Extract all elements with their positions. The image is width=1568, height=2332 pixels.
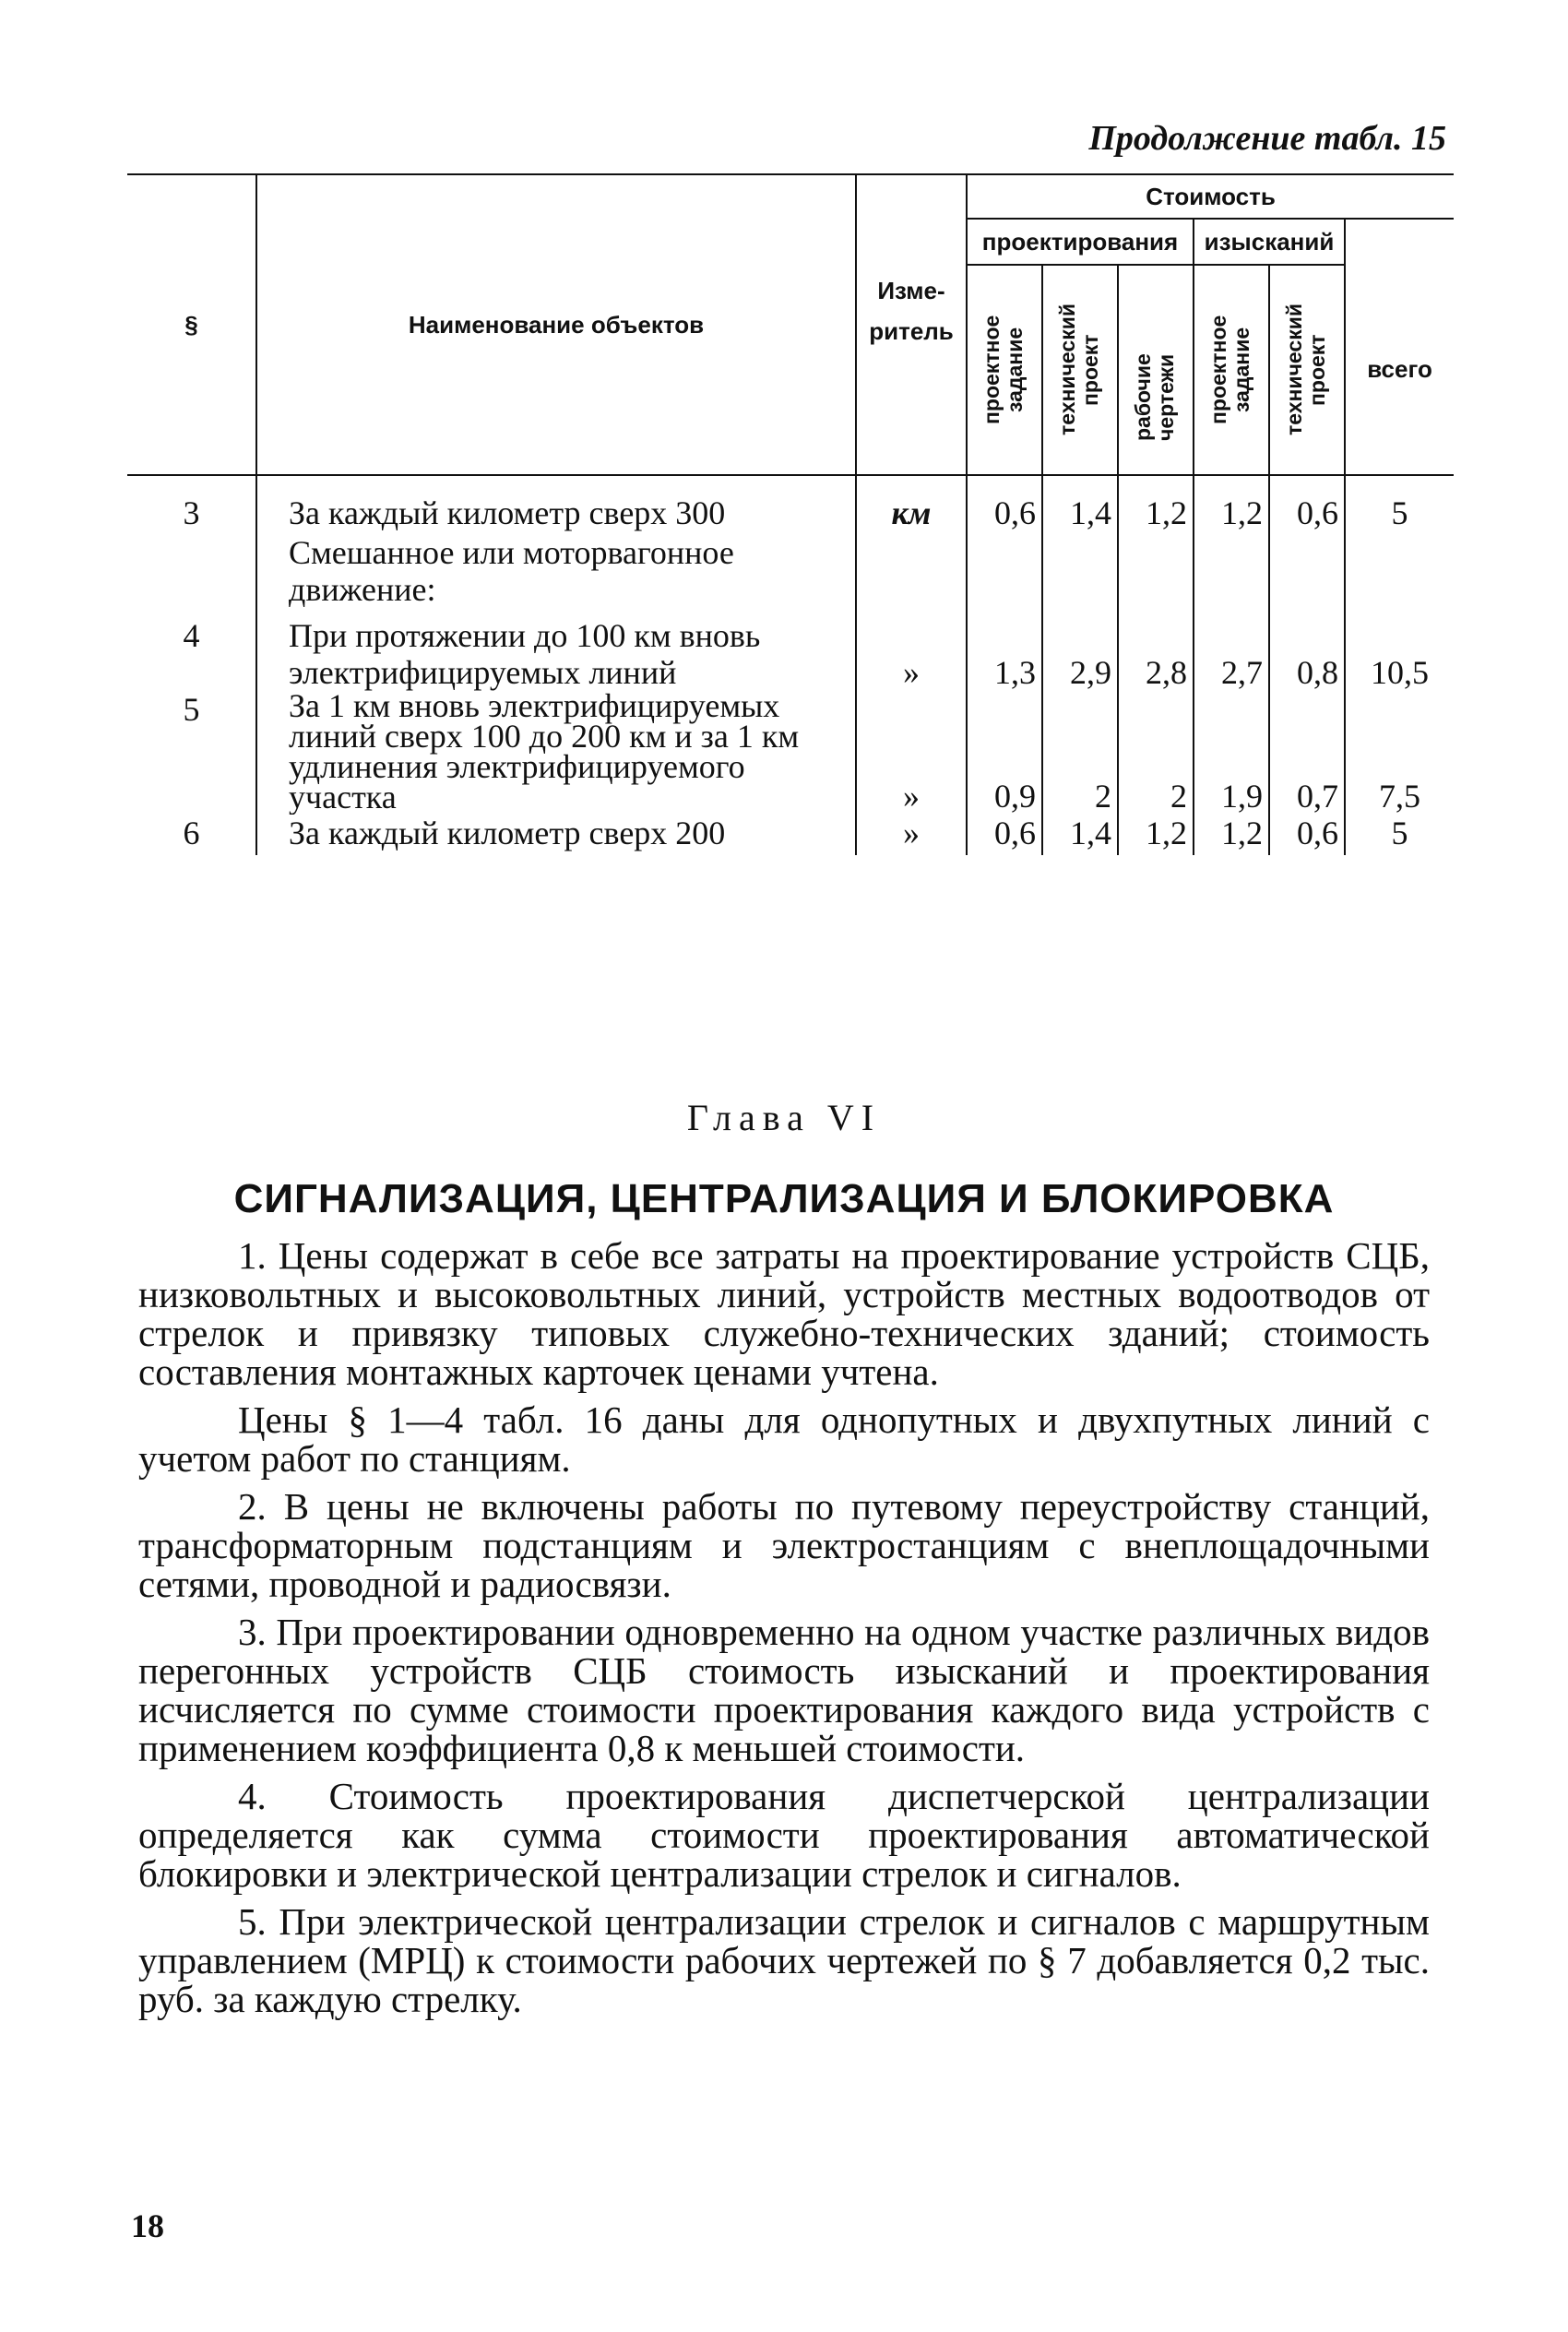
table-row: 4 При протяжении до 100 км вновь электрифицируемых линий » 1,3 2,9 2,8 2,7 0,8 10,5 (127, 617, 1454, 691)
cost-table (127, 173, 1454, 855)
header-name: Наименование объектов (256, 174, 856, 475)
table-row: 6 За каждый километр сверх 200 » 0,6 1,4 1,2 1,2 0,6 5 (127, 815, 1454, 855)
body-text (138, 1236, 1430, 2028)
paragraph: 4. Стоимость проектирования диспетчерской централизации определяется как сумма стоимости проектирования автоматической блокировки и электрической централизации стрелок и сигналов. (138, 1775, 1430, 1895)
chapter-label: Глава VI (686, 1097, 882, 1138)
table-continuation-label: Продолжение табл. 15 (1088, 119, 1446, 158)
header-tech-project: технический проект (1055, 303, 1102, 436)
header-total: всего (1345, 265, 1454, 475)
paragraph: 2. В цены не включены работы по путевому переустройству станций, трансформаторным подстанциям и электростанциям с внеплощадочными сетями, проводной и радиосвязи. (138, 1485, 1430, 1605)
header-unit: Изме-ритель (856, 174, 967, 475)
paragraph: 3. При проектировании одновременно на одном участке различных видов перегонных устройств СЦБ стоимость изысканий и проектирования исчисляется по сумме стоимости проектирования каждого вида устройств с применением коэффициента 0,8 к меньшей стоимости. (138, 1611, 1430, 1769)
header-cost: Стоимость (967, 174, 1454, 219)
paragraph: 1. Цены содержат в себе все затраты на проектирование устройств СЦБ, низковольтных и высоковольтных линий, устройств местных водоотводов от стрелок и привязку типовых служебно-технических зданий; стоимость составления монтажных карточек ценами учтена. (138, 1234, 1430, 1393)
header-section: § (184, 310, 198, 339)
page-number: 18 (131, 2207, 164, 2244)
table-row: 5 За 1 км вновь электрифицируемых линий сверх 100 до 200 км и за 1 км удлинения электрифицируемого участка » 0,9 2 2 1,9 0,7 7,5 (127, 691, 1454, 815)
header-survey-tech-project: технический проект (1282, 303, 1329, 436)
header-working-drawings: рабочие чертежи (1131, 353, 1178, 442)
header-survey: изысканий (1194, 219, 1345, 265)
table-row: Смешанное или моторвагонное движение: (127, 534, 1454, 617)
paragraph: Цены § 1—4 табл. 16 даны для однопутных и двухпутных линий с учетом работ по станциям. (138, 1398, 1430, 1480)
header-design: проектирования (967, 219, 1194, 265)
paragraph: 5. При электрической централизации стрелок и сигналов с маршрутным управлением (МРЦ) к стоимости рабочих чертежей по § 7 добавляется 0,2 тыс. руб. за каждую стрелку. (138, 1900, 1430, 2020)
chapter-title: СИГНАЛИЗАЦИЯ, ЦЕНТРАЛИЗАЦИЯ И БЛОКИРОВКА (233, 1176, 1335, 1221)
table-row: 3 За каждый километр сверх 300 км 0,6 1,4 1,2 1,2 0,6 5 (127, 475, 1454, 534)
header-survey-draft-project: проектное задание (1206, 315, 1253, 425)
header-draft-project: проектное задание (980, 315, 1027, 425)
